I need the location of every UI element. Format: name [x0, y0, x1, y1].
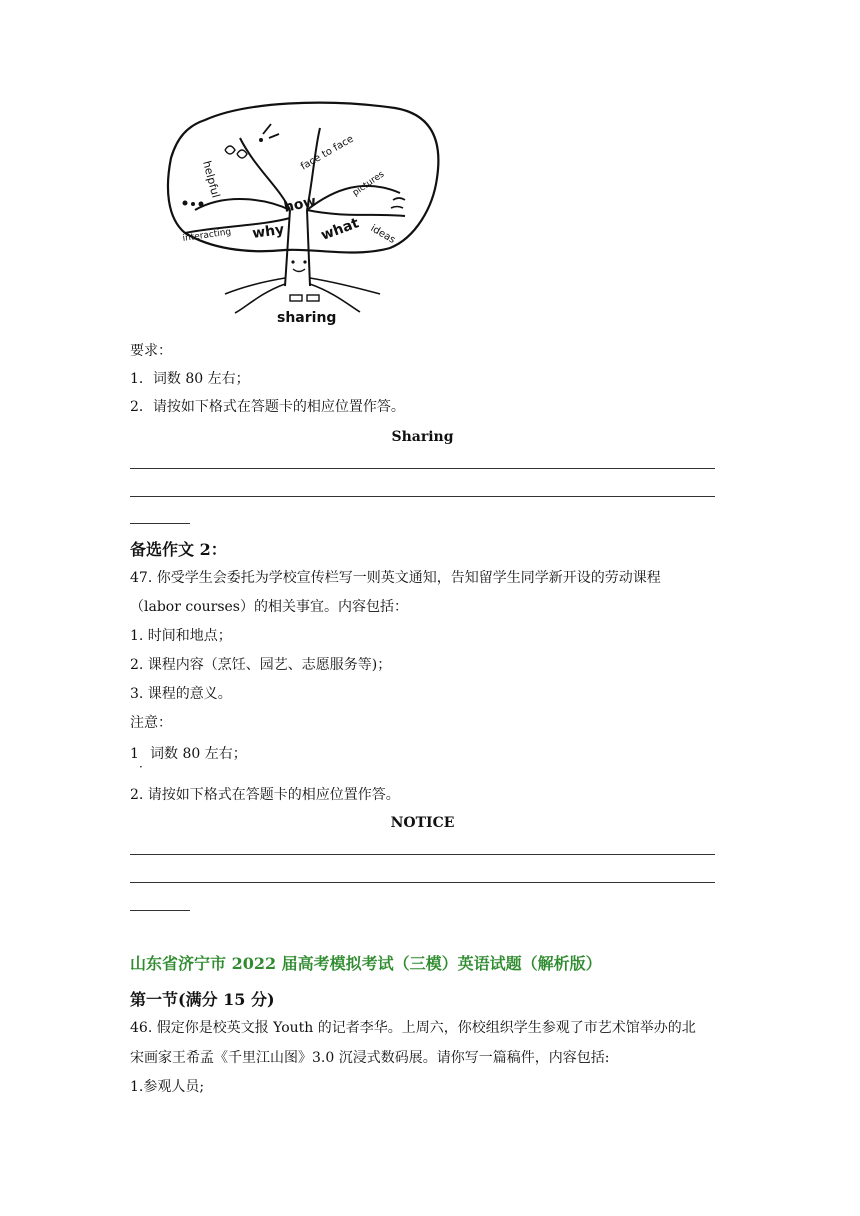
prompt-line: 46. 假定你是校英文报 Youth 的记者李华。上周六，你校组织学生参观了市艺术馆举办的北: [130, 1020, 696, 1036]
note-item-1-number: 1: [130, 746, 139, 762]
answer-title-notice: NOTICE: [390, 815, 455, 831]
answer-title-sharing: Sharing: [391, 429, 454, 445]
section-heading-essay-2: 备选作文 2：: [130, 540, 227, 559]
note-item-1-text: 词数 80 左右；: [150, 746, 247, 762]
answer-line: [130, 910, 190, 911]
answer-line: [130, 854, 715, 855]
tree-label-why: why: [251, 221, 286, 242]
answer-line: [130, 468, 715, 469]
source-title: 山东省济宁市 2022 届高考模拟考试（三模）英语试题（解析版）: [130, 954, 602, 973]
part-heading: 第一节(满分 15 分): [130, 990, 275, 1009]
answer-line: [130, 523, 190, 524]
answer-line: [130, 882, 715, 883]
tree-label-interacting: interacting: [182, 227, 232, 244]
prompt-line: （labor courses）的相关事宜。内容包括：: [130, 599, 408, 615]
tree-label-sharing: sharing: [277, 310, 337, 326]
prompt-line: 宋画家王希孟《千里江山图》3.0 沉浸式数码展。请你写一篇稿件，内容包括:: [130, 1050, 610, 1066]
tree-label-face-to-face: face to face: [299, 133, 356, 173]
content-item-2: 2. 课程内容（烹饪、园艺、志愿服务等)；: [130, 657, 392, 673]
content-item-1: 1.参观人员;: [130, 1079, 205, 1095]
tree-label-helpful: helpful: [200, 159, 223, 200]
requirement-item-1: 1．词数 80 左右；: [130, 371, 250, 387]
requirements-heading: 要求：: [130, 343, 172, 359]
content-item-1: 1. 时间和地点；: [130, 628, 232, 644]
note-heading: 注意：: [130, 715, 172, 731]
prompt-line: 47. 你受学生会委托为学校宣传栏写一则英文通知，告知留学生同学新开设的劳动课程: [130, 570, 661, 586]
note-item-2: 2. 请按如下格式在答题卡的相应位置作答。: [130, 787, 400, 803]
sharing-tree-illustration: [165, 98, 445, 330]
content-item-3: 3. 课程的意义。: [130, 686, 232, 702]
tree-label-pictures: pictures: [350, 169, 387, 199]
tree-label-what: what: [318, 215, 362, 244]
bullet-dot: ·: [139, 760, 143, 774]
tree-label-ideas: ideas: [368, 223, 398, 246]
tree-label-how: how: [282, 193, 318, 216]
answer-line: [130, 496, 715, 497]
requirement-item-2: 2．请按如下格式在答题卡的相应位置作答。: [130, 399, 405, 415]
